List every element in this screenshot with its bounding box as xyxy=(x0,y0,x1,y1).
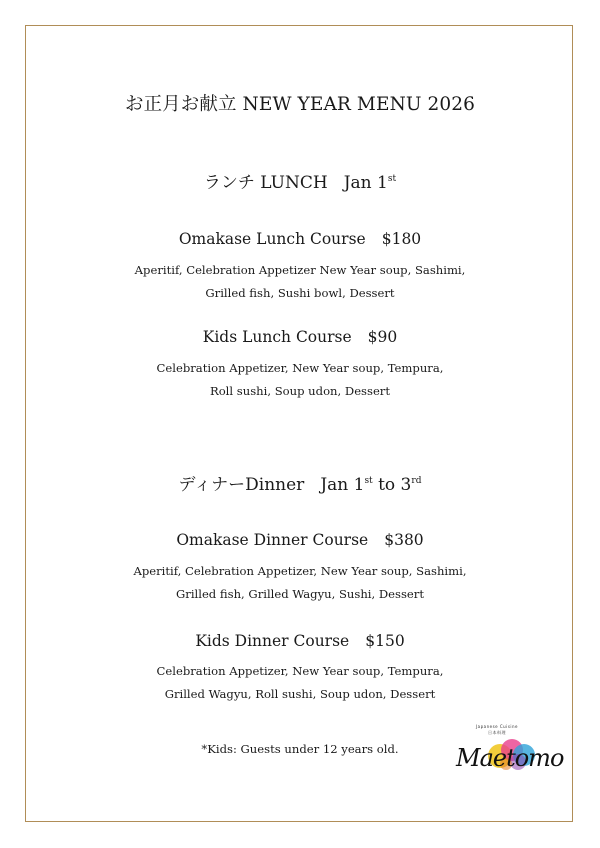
dinner-date-range: to 3 xyxy=(372,475,412,495)
course-price: $180 xyxy=(381,230,422,248)
course-name: Omakase Lunch Course xyxy=(178,230,366,248)
logo-wordmark: Maetomo xyxy=(456,744,564,772)
course-name: Kids Dinner Course xyxy=(195,632,350,650)
restaurant-logo xyxy=(446,722,564,786)
description-line: Aperitif, Celebration Appetizer, New Year soup, Sashimi, xyxy=(133,564,467,578)
omakase-lunch-description xyxy=(0,259,600,305)
kids-dinner-description xyxy=(0,660,600,706)
description-line: Celebration Appetizer, New Year soup, Tempura, xyxy=(156,664,444,678)
kids-lunch-course-title xyxy=(0,328,600,346)
kids-age-note: *Kids: Guests under 12 years old. xyxy=(201,742,399,756)
course-name: Omakase Dinner Course xyxy=(176,531,369,549)
course-price: $150 xyxy=(365,632,405,650)
course-price: $380 xyxy=(384,531,424,549)
description-line: Roll sushi, Soup udon, Dessert xyxy=(209,384,391,398)
dinner-heading-label: ディナーDinner xyxy=(178,475,305,495)
description-line: Celebration Appetizer, New Year soup, Tempura, xyxy=(156,361,444,375)
dinner-date-suffix-1: st xyxy=(364,476,373,486)
dinner-date: Jan 1 xyxy=(320,475,365,495)
kids-lunch-description xyxy=(0,357,600,403)
logo-japanese-text: 日本料理 xyxy=(488,730,506,735)
lunch-date: Jan 1 xyxy=(343,173,388,193)
menu-title: お正月お献立 NEW YEAR MENU 2026 xyxy=(124,94,476,115)
description-line: Grilled Wagyu, Roll sushi, Soup udon, Dessert xyxy=(164,687,436,701)
omakase-dinner-course-title xyxy=(0,531,600,549)
omakase-lunch-course-title xyxy=(0,230,600,248)
course-price: $90 xyxy=(367,328,398,346)
course-name: Kids Lunch Course xyxy=(202,328,352,346)
dinner-date-suffix-2: rd xyxy=(411,476,422,486)
description-line: Grilled fish, Grilled Wagyu, Sushi, Dessert xyxy=(176,587,424,601)
omakase-dinner-description xyxy=(0,560,600,606)
description-line: Aperitif, Celebration Appetizer New Year soup, Sashimi, xyxy=(134,263,466,277)
logo-tagline: Japanese Cuisine xyxy=(475,724,519,729)
lunch-heading-label: ランチ LUNCH xyxy=(203,173,328,193)
lunch-heading xyxy=(0,168,600,193)
description-line: Grilled fish, Sushi bowl, Dessert xyxy=(205,286,395,300)
dinner-heading xyxy=(0,470,600,495)
lunch-date-suffix: st xyxy=(387,174,397,184)
kids-dinner-course-title xyxy=(0,632,600,650)
